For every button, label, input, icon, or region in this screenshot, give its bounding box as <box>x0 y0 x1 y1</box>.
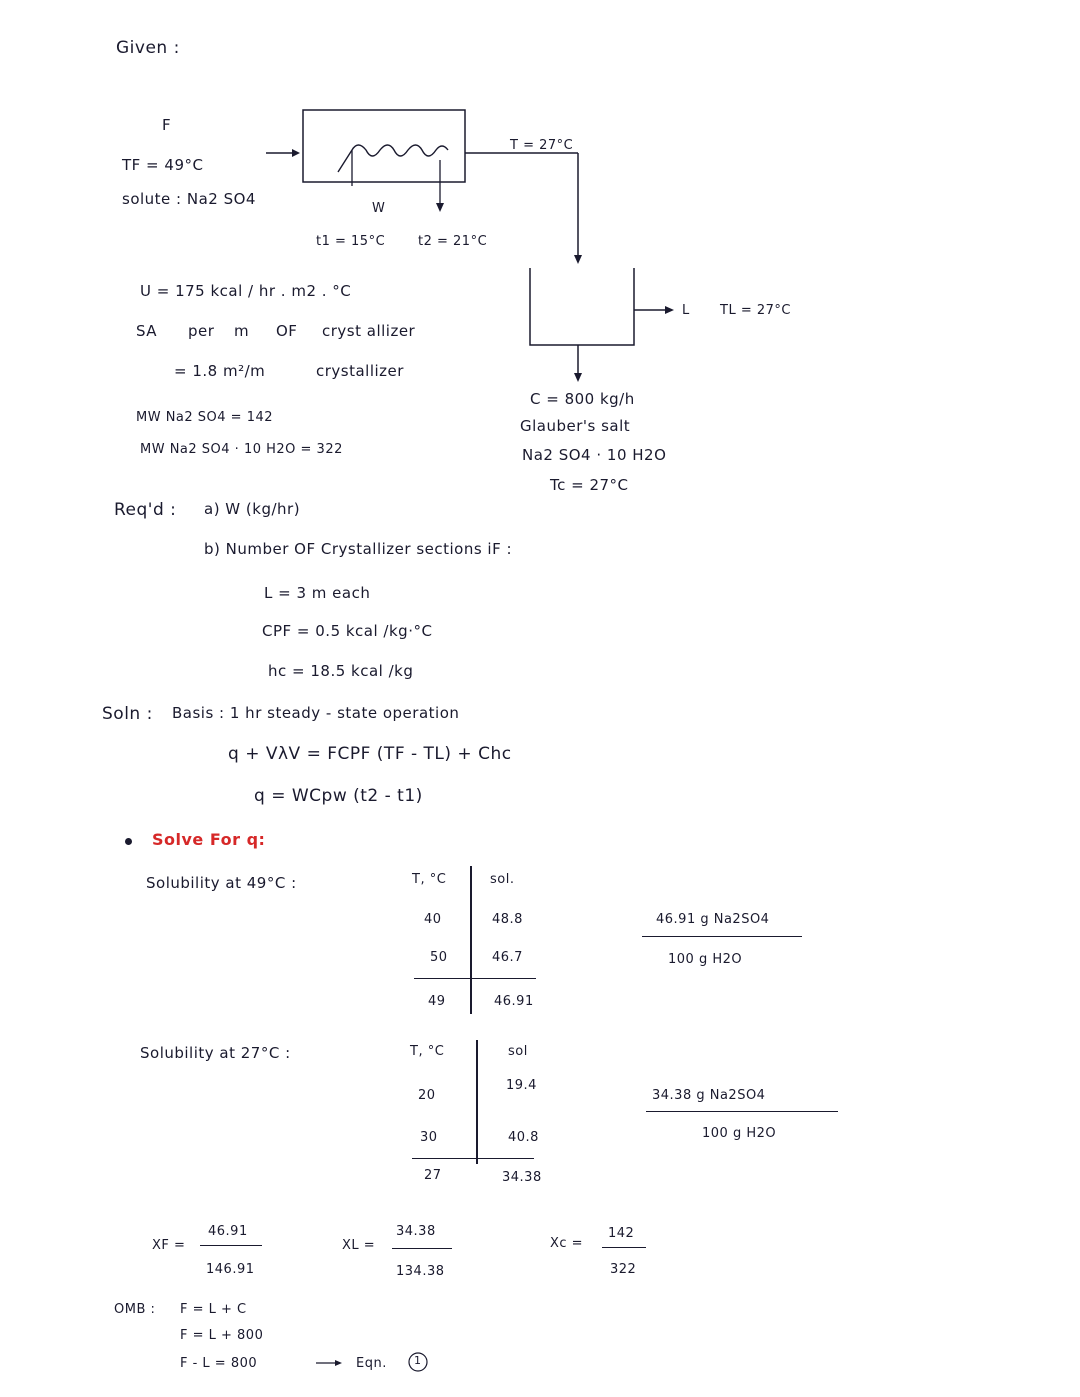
sol27-row2-t: 30 <box>420 1130 438 1145</box>
sol27-row3-s: 34.38 <box>502 1170 542 1185</box>
sol49-row3-s: 46.91 <box>494 994 534 1009</box>
mw-sodium-sulfate: MW Na2 SO4 = 142 <box>136 410 274 425</box>
sol27-col-sol: sol <box>508 1044 528 1059</box>
sol27-divider <box>476 1040 478 1164</box>
coolant-outlet-temp: t2 = 21°C <box>418 234 488 249</box>
bullet-point <box>125 838 132 845</box>
coolant-inlet-temp: t1 = 15°C <box>316 234 386 249</box>
sol27-row1-t: 20 <box>418 1088 436 1103</box>
sa-value: = 1.8 m²/m <box>174 362 266 380</box>
sa-crystallizer-2: crystallizer <box>316 362 404 380</box>
crystal-arrowhead <box>574 373 582 382</box>
coolant-heat: q = WCpw (t2 - t1) <box>254 786 423 806</box>
settling-tank <box>530 268 634 345</box>
xf-denominator: 146.91 <box>206 1262 255 1277</box>
xc-bar <box>602 1247 646 1248</box>
feed-temperature: TF = 49°C <box>122 156 204 174</box>
required-label: Req'd : <box>114 500 177 520</box>
solubility-49-label: Solubility at 49°C : <box>146 874 297 892</box>
required-b: b) Number OF Crystallizer sections iF : <box>204 540 513 558</box>
sol27-note-bottom: 100 g H2O <box>702 1126 777 1141</box>
required-a: a) W (kg/hr) <box>204 500 301 518</box>
liquor-arrowhead <box>665 306 674 314</box>
xl-bar <box>392 1248 452 1249</box>
sa-label: SA <box>136 322 158 340</box>
omb-label: OMB : <box>114 1302 156 1317</box>
sol49-col-sol: sol. <box>490 872 515 887</box>
sol27-row3-t: 27 <box>424 1168 442 1183</box>
feed-label: F <box>162 116 172 134</box>
crystal-formula: Na2 SO4 · 10 H2O <box>522 446 667 464</box>
sol49-rule <box>414 978 536 979</box>
sol27-col-temp: T, °C <box>410 1044 445 1059</box>
sa-crystallizer: cryst allizer <box>322 322 416 340</box>
section-length: L = 3 m each <box>264 584 371 602</box>
liquor-label: L <box>682 303 690 318</box>
sol49-row2-t: 50 <box>430 950 448 965</box>
coolant-label: W <box>372 201 386 216</box>
sol49-row3-t: 49 <box>428 994 446 1009</box>
given-heading: Given : <box>116 38 180 58</box>
sol49-row1-t: 40 <box>424 912 442 927</box>
sol27-note-top: 34.38 g Na2SO4 <box>652 1088 766 1103</box>
omb-line3: F - L = 800 <box>180 1356 258 1371</box>
xc-denominator: 322 <box>610 1262 637 1277</box>
xl-numerator: 34.38 <box>396 1224 436 1239</box>
sol49-row1-s: 48.8 <box>492 912 523 927</box>
xc-numerator: 142 <box>608 1226 635 1241</box>
coil-outlet-arrowhead <box>436 203 444 212</box>
sa-of: OF <box>276 322 298 340</box>
equation-number: 1 <box>414 1354 422 1367</box>
solution-label: Soln : <box>102 704 153 724</box>
sol49-note-bottom: 100 g H2O <box>668 952 743 967</box>
feed-heat-capacity: CPF = 0.5 kcal /kg·°C <box>262 622 433 640</box>
sol27-rule <box>412 1158 534 1159</box>
xf-bar <box>200 1245 262 1246</box>
outlet-arrowhead <box>574 255 582 264</box>
omb-arrowhead <box>335 1360 342 1366</box>
solve-for-q: Solve For q: <box>152 830 266 849</box>
xc-label: Xc = <box>550 1236 584 1251</box>
omb-line1: F = L + C <box>180 1302 247 1317</box>
crystal-temperature: Tc = 27°C <box>550 476 629 494</box>
solubility-27-label: Solubility at 27°C : <box>140 1044 291 1062</box>
basis-line: Basis : 1 hr steady - state operation <box>172 704 460 722</box>
liquor-temperature: TL = 27°C <box>720 303 791 318</box>
heat-of-crystallization: hc = 18.5 kcal /kg <box>268 662 414 680</box>
mw-glauber-salt: MW Na2 SO4 · 10 H2O = 322 <box>140 442 343 457</box>
sol27-row1-s: 19.4 <box>506 1078 537 1093</box>
equation-label: Eqn. <box>356 1356 387 1371</box>
xl-denominator: 134.38 <box>396 1264 445 1279</box>
xf-label: XF = <box>152 1238 186 1253</box>
crystal-name: Glauber's salt <box>520 417 631 435</box>
xf-numerator: 46.91 <box>208 1224 248 1239</box>
feed-arrowhead <box>292 149 300 157</box>
sol27-note-bar <box>646 1111 838 1112</box>
sol27-row2-s: 40.8 <box>508 1130 539 1145</box>
sa-m: m <box>234 322 250 340</box>
sol49-col-temp: T, °C <box>412 872 447 887</box>
solute-label: solute : Na2 SO4 <box>122 190 256 208</box>
crystal-rate: C = 800 kg/h <box>530 390 635 408</box>
sol49-note-bar <box>642 936 802 937</box>
outlet-temperature: T = 27°C <box>510 138 574 153</box>
sol49-divider <box>470 866 472 1014</box>
overall-coefficient: U = 175 kcal / hr . m2 . °C <box>140 282 352 300</box>
energy-balance: q + VλV = FCPF (TF - TL) + Chc <box>228 744 512 764</box>
cooling-coil <box>338 145 448 172</box>
sa-per: per <box>188 322 215 340</box>
sol49-note-top: 46.91 g Na2SO4 <box>656 912 770 927</box>
sol49-row2-s: 46.7 <box>492 950 523 965</box>
xl-label: XL = <box>342 1238 376 1253</box>
omb-line2: F = L + 800 <box>180 1328 264 1343</box>
